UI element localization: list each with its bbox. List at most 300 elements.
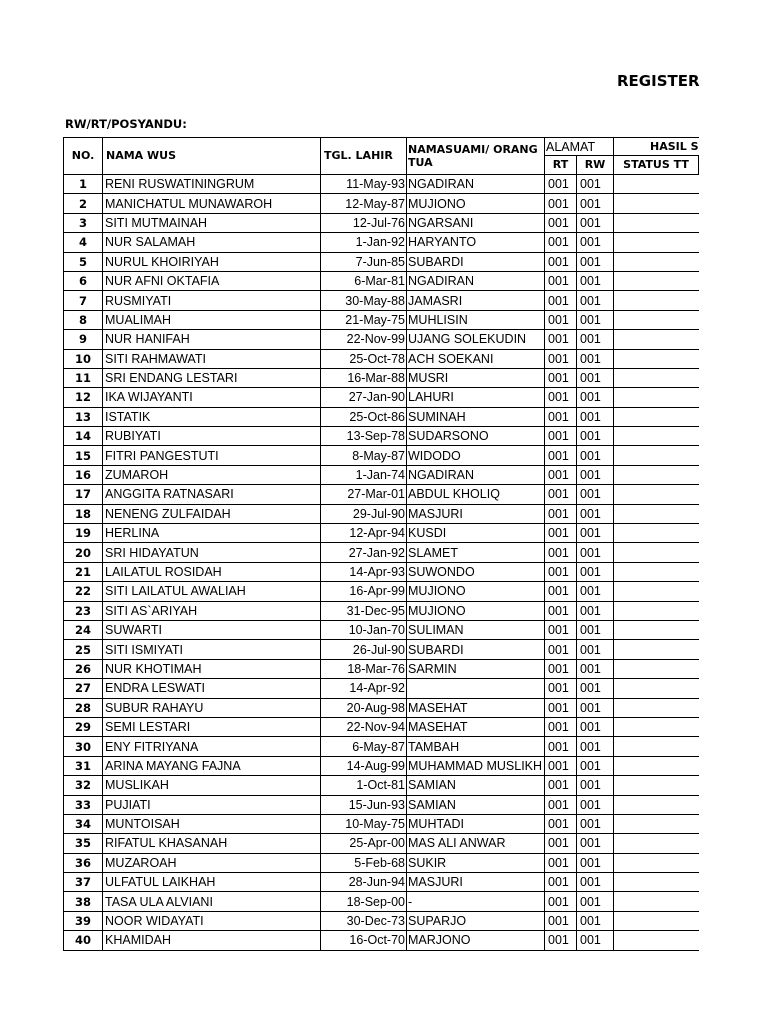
table-row <box>64 310 699 329</box>
nama-suami-cell: SARMIN <box>407 659 545 678</box>
rw-cell: 001 <box>577 349 614 368</box>
tgl-lahir-cell: 11-May-93 <box>321 175 407 194</box>
tgl-lahir-cell: 6-Mar-81 <box>321 271 407 290</box>
status-tt-cell <box>614 194 699 213</box>
tgl-lahir-cell: 14-Apr-92 <box>321 679 407 698</box>
tgl-lahir-cell: 18-Sep-00 <box>321 892 407 911</box>
nama-suami-cell: MASJURI <box>407 873 545 892</box>
table-row <box>64 368 699 387</box>
table-row <box>64 911 699 930</box>
row-number: 10 <box>64 349 103 368</box>
table-row <box>64 465 699 484</box>
rt-cell: 001 <box>545 814 577 833</box>
table-row <box>64 427 699 446</box>
rw-cell: 001 <box>577 853 614 872</box>
nama-suami-cell: MUJIONO <box>407 194 545 213</box>
nama-wus-cell: SITI LAILATUL AWALIAH <box>103 582 321 601</box>
status-tt-cell <box>614 407 699 426</box>
row-number: 15 <box>64 446 103 465</box>
nama-suami-cell: SUDARSONO <box>407 427 545 446</box>
row-number: 23 <box>64 601 103 620</box>
rw-cell: 001 <box>577 562 614 581</box>
status-tt-cell <box>614 446 699 465</box>
status-tt-cell <box>614 717 699 736</box>
status-tt-cell <box>614 233 699 252</box>
status-tt-cell <box>614 310 699 329</box>
rw-cell: 001 <box>577 291 614 310</box>
table-row <box>64 524 699 543</box>
rt-cell: 001 <box>545 795 577 814</box>
nama-suami-cell: SUBARDI <box>407 640 545 659</box>
nama-wus-cell: MUZAROAH <box>103 853 321 872</box>
tgl-lahir-cell: 18-Mar-76 <box>321 659 407 678</box>
nama-wus-cell: RUBIYATI <box>103 427 321 446</box>
row-number: 4 <box>64 233 103 252</box>
row-number: 40 <box>64 931 103 950</box>
row-number: 38 <box>64 892 103 911</box>
register-table <box>63 137 699 951</box>
table-row <box>64 233 699 252</box>
table-row <box>64 213 699 232</box>
rt-cell: 001 <box>545 834 577 853</box>
tgl-lahir-cell: 16-Apr-99 <box>321 582 407 601</box>
header-nama-suami: NAMASUAMI/ ORANG TUA <box>407 138 545 175</box>
row-number: 27 <box>64 679 103 698</box>
nama-suami-cell: MUJIONO <box>407 601 545 620</box>
header-status-tt: STATUS TT <box>614 156 699 175</box>
rt-cell: 001 <box>545 407 577 426</box>
nama-wus-cell: TASA ULA ALVIANI <box>103 892 321 911</box>
status-tt-cell <box>614 795 699 814</box>
nama-suami-cell: SUKIR <box>407 853 545 872</box>
rt-cell: 001 <box>545 892 577 911</box>
rt-cell: 001 <box>545 194 577 213</box>
nama-wus-cell: LAILATUL ROSIDAH <box>103 562 321 581</box>
location-label: RW/RT/POSYANDU: <box>65 117 187 131</box>
tgl-lahir-cell: 7-Jun-85 <box>321 252 407 271</box>
rt-cell: 001 <box>545 485 577 504</box>
rw-cell: 001 <box>577 717 614 736</box>
nama-wus-cell: NURUL KHOIRIYAH <box>103 252 321 271</box>
table-row <box>64 485 699 504</box>
rw-cell: 001 <box>577 368 614 387</box>
nama-wus-cell: MUSLIKAH <box>103 776 321 795</box>
nama-wus-cell: KHAMIDAH <box>103 931 321 950</box>
tgl-lahir-cell: 13-Sep-78 <box>321 427 407 446</box>
table-row <box>64 620 699 639</box>
rw-cell: 001 <box>577 659 614 678</box>
table-row <box>64 601 699 620</box>
nama-suami-cell: KUSDI <box>407 524 545 543</box>
row-number: 5 <box>64 252 103 271</box>
table-row <box>64 330 699 349</box>
status-tt-cell <box>614 252 699 271</box>
table-row <box>64 873 699 892</box>
status-tt-cell <box>614 756 699 775</box>
rw-cell: 001 <box>577 795 614 814</box>
nama-suami-cell: MARJONO <box>407 931 545 950</box>
nama-suami-cell: MUHLISIN <box>407 310 545 329</box>
rt-cell: 001 <box>545 543 577 562</box>
tgl-lahir-cell: 27-Jan-90 <box>321 388 407 407</box>
rt-cell: 001 <box>545 349 577 368</box>
status-tt-cell <box>614 853 699 872</box>
rt-cell: 001 <box>545 737 577 756</box>
nama-suami-cell: MASJURI <box>407 504 545 523</box>
tgl-lahir-cell: 1-Jan-92 <box>321 233 407 252</box>
row-number: 33 <box>64 795 103 814</box>
rt-cell: 001 <box>545 601 577 620</box>
table-row <box>64 698 699 717</box>
nama-suami-cell: JAMASRI <box>407 291 545 310</box>
row-number: 32 <box>64 776 103 795</box>
status-tt-cell <box>614 543 699 562</box>
table-row <box>64 175 699 194</box>
table-row <box>64 252 699 271</box>
row-number: 17 <box>64 485 103 504</box>
rt-cell: 001 <box>545 679 577 698</box>
rw-cell: 001 <box>577 388 614 407</box>
table-row <box>64 349 699 368</box>
nama-wus-cell: PUJIATI <box>103 795 321 814</box>
status-tt-cell <box>614 737 699 756</box>
row-number: 29 <box>64 717 103 736</box>
tgl-lahir-cell: 27-Mar-01 <box>321 485 407 504</box>
table-row <box>64 407 699 426</box>
rw-cell: 001 <box>577 194 614 213</box>
tgl-lahir-cell: 27-Jan-92 <box>321 543 407 562</box>
nama-wus-cell: RENI RUSWATININGRUM <box>103 175 321 194</box>
nama-suami-cell: LAHURI <box>407 388 545 407</box>
tgl-lahir-cell: 28-Jun-94 <box>321 873 407 892</box>
nama-suami-cell: MAS ALI ANWAR <box>407 834 545 853</box>
tgl-lahir-cell: 12-Apr-94 <box>321 524 407 543</box>
nama-suami-cell: - <box>407 892 545 911</box>
rt-cell: 001 <box>545 233 577 252</box>
rw-cell: 001 <box>577 524 614 543</box>
tgl-lahir-cell: 1-Oct-81 <box>321 776 407 795</box>
row-number: 37 <box>64 873 103 892</box>
rt-cell: 001 <box>545 368 577 387</box>
rt-cell: 001 <box>545 388 577 407</box>
status-tt-cell <box>614 601 699 620</box>
table-row <box>64 388 699 407</box>
status-tt-cell <box>614 698 699 717</box>
status-tt-cell <box>614 659 699 678</box>
nama-wus-cell: FITRI PANGESTUTI <box>103 446 321 465</box>
rw-cell: 001 <box>577 601 614 620</box>
table-row <box>64 853 699 872</box>
table-row <box>64 892 699 911</box>
rw-cell: 001 <box>577 892 614 911</box>
rw-cell: 001 <box>577 213 614 232</box>
page-title: REGISTER <box>617 72 700 90</box>
table-row <box>64 737 699 756</box>
tgl-lahir-cell: 8-May-87 <box>321 446 407 465</box>
tgl-lahir-cell: 12-Jul-76 <box>321 213 407 232</box>
row-number: 26 <box>64 659 103 678</box>
rt-cell: 001 <box>545 427 577 446</box>
nama-wus-cell: NUR HANIFAH <box>103 330 321 349</box>
rw-cell: 001 <box>577 698 614 717</box>
status-tt-cell <box>614 931 699 950</box>
nama-wus-cell: ULFATUL LAIKHAH <box>103 873 321 892</box>
status-tt-cell <box>614 291 699 310</box>
rw-cell: 001 <box>577 485 614 504</box>
row-number: 3 <box>64 213 103 232</box>
status-tt-cell <box>614 271 699 290</box>
nama-suami-cell: NGADIRAN <box>407 271 545 290</box>
table-row <box>64 582 699 601</box>
nama-wus-cell: ENDRA LESWATI <box>103 679 321 698</box>
rw-cell: 001 <box>577 582 614 601</box>
rw-cell: 001 <box>577 620 614 639</box>
nama-wus-cell: NOOR WIDAYATI <box>103 911 321 930</box>
nama-suami-cell: SULIMAN <box>407 620 545 639</box>
nama-wus-cell: SRI HIDAYATUN <box>103 543 321 562</box>
rw-cell: 001 <box>577 233 614 252</box>
nama-suami-cell: MUHAMMAD MUSLIKH <box>407 756 545 775</box>
rt-cell: 001 <box>545 271 577 290</box>
table-row <box>64 814 699 833</box>
row-number: 21 <box>64 562 103 581</box>
row-number: 35 <box>64 834 103 853</box>
register-body <box>64 138 699 951</box>
table-row <box>64 679 699 698</box>
table-row <box>64 640 699 659</box>
tgl-lahir-cell: 1-Jan-74 <box>321 465 407 484</box>
rw-cell: 001 <box>577 873 614 892</box>
nama-suami-cell: HARYANTO <box>407 233 545 252</box>
nama-wus-cell: SITI ISMIYATI <box>103 640 321 659</box>
nama-wus-cell: SEMI LESTARI <box>103 717 321 736</box>
rt-cell: 001 <box>545 717 577 736</box>
rt-cell: 001 <box>545 640 577 659</box>
row-number: 28 <box>64 698 103 717</box>
tgl-lahir-cell: 25-Apr-00 <box>321 834 407 853</box>
tgl-lahir-cell: 12-May-87 <box>321 194 407 213</box>
nama-suami-cell: UJANG SOLEKUDIN <box>407 330 545 349</box>
row-number: 18 <box>64 504 103 523</box>
table-row <box>64 291 699 310</box>
nama-suami-cell: NGARSANI <box>407 213 545 232</box>
nama-wus-cell: ENY FITRIYANA <box>103 737 321 756</box>
nama-suami-cell: MASEHAT <box>407 717 545 736</box>
status-tt-cell <box>614 349 699 368</box>
tgl-lahir-cell: 30-Dec-73 <box>321 911 407 930</box>
table-row <box>64 931 699 950</box>
nama-wus-cell: NENENG ZULFAIDAH <box>103 504 321 523</box>
nama-suami-cell: TAMBAH <box>407 737 545 756</box>
nama-wus-cell: IKA WIJAYANTI <box>103 388 321 407</box>
nama-wus-cell: RUSMIYATI <box>103 291 321 310</box>
tgl-lahir-cell: 29-Jul-90 <box>321 504 407 523</box>
rt-cell: 001 <box>545 853 577 872</box>
rw-cell: 001 <box>577 814 614 833</box>
nama-suami-cell: SUWONDO <box>407 562 545 581</box>
tgl-lahir-cell: 21-May-75 <box>321 310 407 329</box>
rt-cell: 001 <box>545 931 577 950</box>
tgl-lahir-cell: 31-Dec-95 <box>321 601 407 620</box>
nama-suami-cell: MUJIONO <box>407 582 545 601</box>
tgl-lahir-cell: 26-Jul-90 <box>321 640 407 659</box>
nama-suami-cell: SLAMET <box>407 543 545 562</box>
rt-cell: 001 <box>545 310 577 329</box>
nama-suami-cell: SUPARJO <box>407 911 545 930</box>
nama-wus-cell: ARINA MAYANG FAJNA <box>103 756 321 775</box>
row-number: 14 <box>64 427 103 446</box>
nama-wus-cell: MANICHATUL MUNAWAROH <box>103 194 321 213</box>
status-tt-cell <box>614 368 699 387</box>
nama-wus-cell: HERLINA <box>103 524 321 543</box>
status-tt-cell <box>614 911 699 930</box>
rw-cell: 001 <box>577 756 614 775</box>
nama-wus-cell: SITI AS`ARIYAH <box>103 601 321 620</box>
nama-wus-cell: ZUMAROH <box>103 465 321 484</box>
status-tt-cell <box>614 776 699 795</box>
rw-cell: 001 <box>577 465 614 484</box>
nama-suami-cell: SUMINAH <box>407 407 545 426</box>
row-number: 36 <box>64 853 103 872</box>
rt-cell: 001 <box>545 252 577 271</box>
status-tt-cell <box>614 465 699 484</box>
row-number: 2 <box>64 194 103 213</box>
table-row <box>64 504 699 523</box>
tgl-lahir-cell: 25-Oct-86 <box>321 407 407 426</box>
row-number: 20 <box>64 543 103 562</box>
table-row <box>64 717 699 736</box>
table-row <box>64 446 699 465</box>
table-row <box>64 543 699 562</box>
nama-wus-cell: MUALIMAH <box>103 310 321 329</box>
rw-cell: 001 <box>577 543 614 562</box>
row-number: 19 <box>64 524 103 543</box>
rw-cell: 001 <box>577 504 614 523</box>
tgl-lahir-cell: 5-Feb-68 <box>321 853 407 872</box>
status-tt-cell <box>614 873 699 892</box>
rt-cell: 001 <box>545 756 577 775</box>
rt-cell: 001 <box>545 620 577 639</box>
nama-wus-cell: RIFATUL KHASANAH <box>103 834 321 853</box>
rt-cell: 001 <box>545 873 577 892</box>
rw-cell: 001 <box>577 175 614 194</box>
nama-suami-cell: MUHTADI <box>407 814 545 833</box>
table-row <box>64 834 699 853</box>
rw-cell: 001 <box>577 310 614 329</box>
nama-suami-cell: SUBARDI <box>407 252 545 271</box>
status-tt-cell <box>614 213 699 232</box>
rw-cell: 001 <box>577 911 614 930</box>
tgl-lahir-cell: 20-Aug-98 <box>321 698 407 717</box>
nama-suami-cell: SAMIAN <box>407 776 545 795</box>
nama-suami-cell: WIDODO <box>407 446 545 465</box>
status-tt-cell <box>614 427 699 446</box>
status-tt-cell <box>614 330 699 349</box>
status-tt-cell <box>614 485 699 504</box>
status-tt-cell <box>614 834 699 853</box>
rw-cell: 001 <box>577 640 614 659</box>
row-number: 9 <box>64 330 103 349</box>
header-nama-wus: NAMA WUS <box>103 138 321 175</box>
row-number: 31 <box>64 756 103 775</box>
status-tt-cell <box>614 504 699 523</box>
header-rt: RT <box>545 156 577 175</box>
rt-cell: 001 <box>545 698 577 717</box>
tgl-lahir-cell: 6-May-87 <box>321 737 407 756</box>
row-number: 30 <box>64 737 103 756</box>
nama-suami-cell <box>407 679 545 698</box>
tgl-lahir-cell: 30-May-88 <box>321 291 407 310</box>
status-tt-cell <box>614 175 699 194</box>
rw-cell: 001 <box>577 737 614 756</box>
nama-suami-cell: ABDUL KHOLIQ <box>407 485 545 504</box>
nama-wus-cell: NUR KHOTIMAH <box>103 659 321 678</box>
table-row <box>64 659 699 678</box>
row-number: 8 <box>64 310 103 329</box>
nama-wus-cell: SITI MUTMAINAH <box>103 213 321 232</box>
status-tt-cell <box>614 620 699 639</box>
row-number: 24 <box>64 620 103 639</box>
nama-suami-cell: NGADIRAN <box>407 175 545 194</box>
tgl-lahir-cell: 22-Nov-99 <box>321 330 407 349</box>
tgl-lahir-cell: 14-Aug-99 <box>321 756 407 775</box>
header-alamat: ALAMAT <box>545 138 614 156</box>
table-row <box>64 776 699 795</box>
nama-suami-cell: MASEHAT <box>407 698 545 717</box>
rt-cell: 001 <box>545 291 577 310</box>
row-number: 13 <box>64 407 103 426</box>
row-number: 11 <box>64 368 103 387</box>
header-row-1 <box>64 138 699 156</box>
rt-cell: 001 <box>545 524 577 543</box>
nama-wus-cell: ISTATIK <box>103 407 321 426</box>
status-tt-cell <box>614 892 699 911</box>
table-row <box>64 194 699 213</box>
status-tt-cell <box>614 524 699 543</box>
rw-cell: 001 <box>577 427 614 446</box>
table-row <box>64 271 699 290</box>
rw-cell: 001 <box>577 330 614 349</box>
rt-cell: 001 <box>545 659 577 678</box>
row-number: 7 <box>64 291 103 310</box>
status-tt-cell <box>614 640 699 659</box>
nama-wus-cell: SUBUR RAHAYU <box>103 698 321 717</box>
status-tt-cell <box>614 814 699 833</box>
status-tt-cell <box>614 388 699 407</box>
row-number: 12 <box>64 388 103 407</box>
tgl-lahir-cell: 16-Oct-70 <box>321 931 407 950</box>
nama-suami-cell: SAMIAN <box>407 795 545 814</box>
rw-cell: 001 <box>577 834 614 853</box>
rw-cell: 001 <box>577 407 614 426</box>
tgl-lahir-cell: 25-Oct-78 <box>321 349 407 368</box>
header-rw: RW <box>577 156 614 175</box>
rt-cell: 001 <box>545 504 577 523</box>
status-tt-cell <box>614 582 699 601</box>
status-tt-cell <box>614 562 699 581</box>
nama-wus-cell: SRI ENDANG LESTARI <box>103 368 321 387</box>
rw-cell: 001 <box>577 679 614 698</box>
nama-wus-cell: NUR SALAMAH <box>103 233 321 252</box>
header-tgl-lahir: TGL. LAHIR <box>321 138 407 175</box>
nama-wus-cell: SITI RAHMAWATI <box>103 349 321 368</box>
row-number: 39 <box>64 911 103 930</box>
rt-cell: 001 <box>545 213 577 232</box>
nama-wus-cell: NUR AFNI OKTAFIA <box>103 271 321 290</box>
rw-cell: 001 <box>577 931 614 950</box>
tgl-lahir-cell: 16-Mar-88 <box>321 368 407 387</box>
status-tt-cell <box>614 679 699 698</box>
